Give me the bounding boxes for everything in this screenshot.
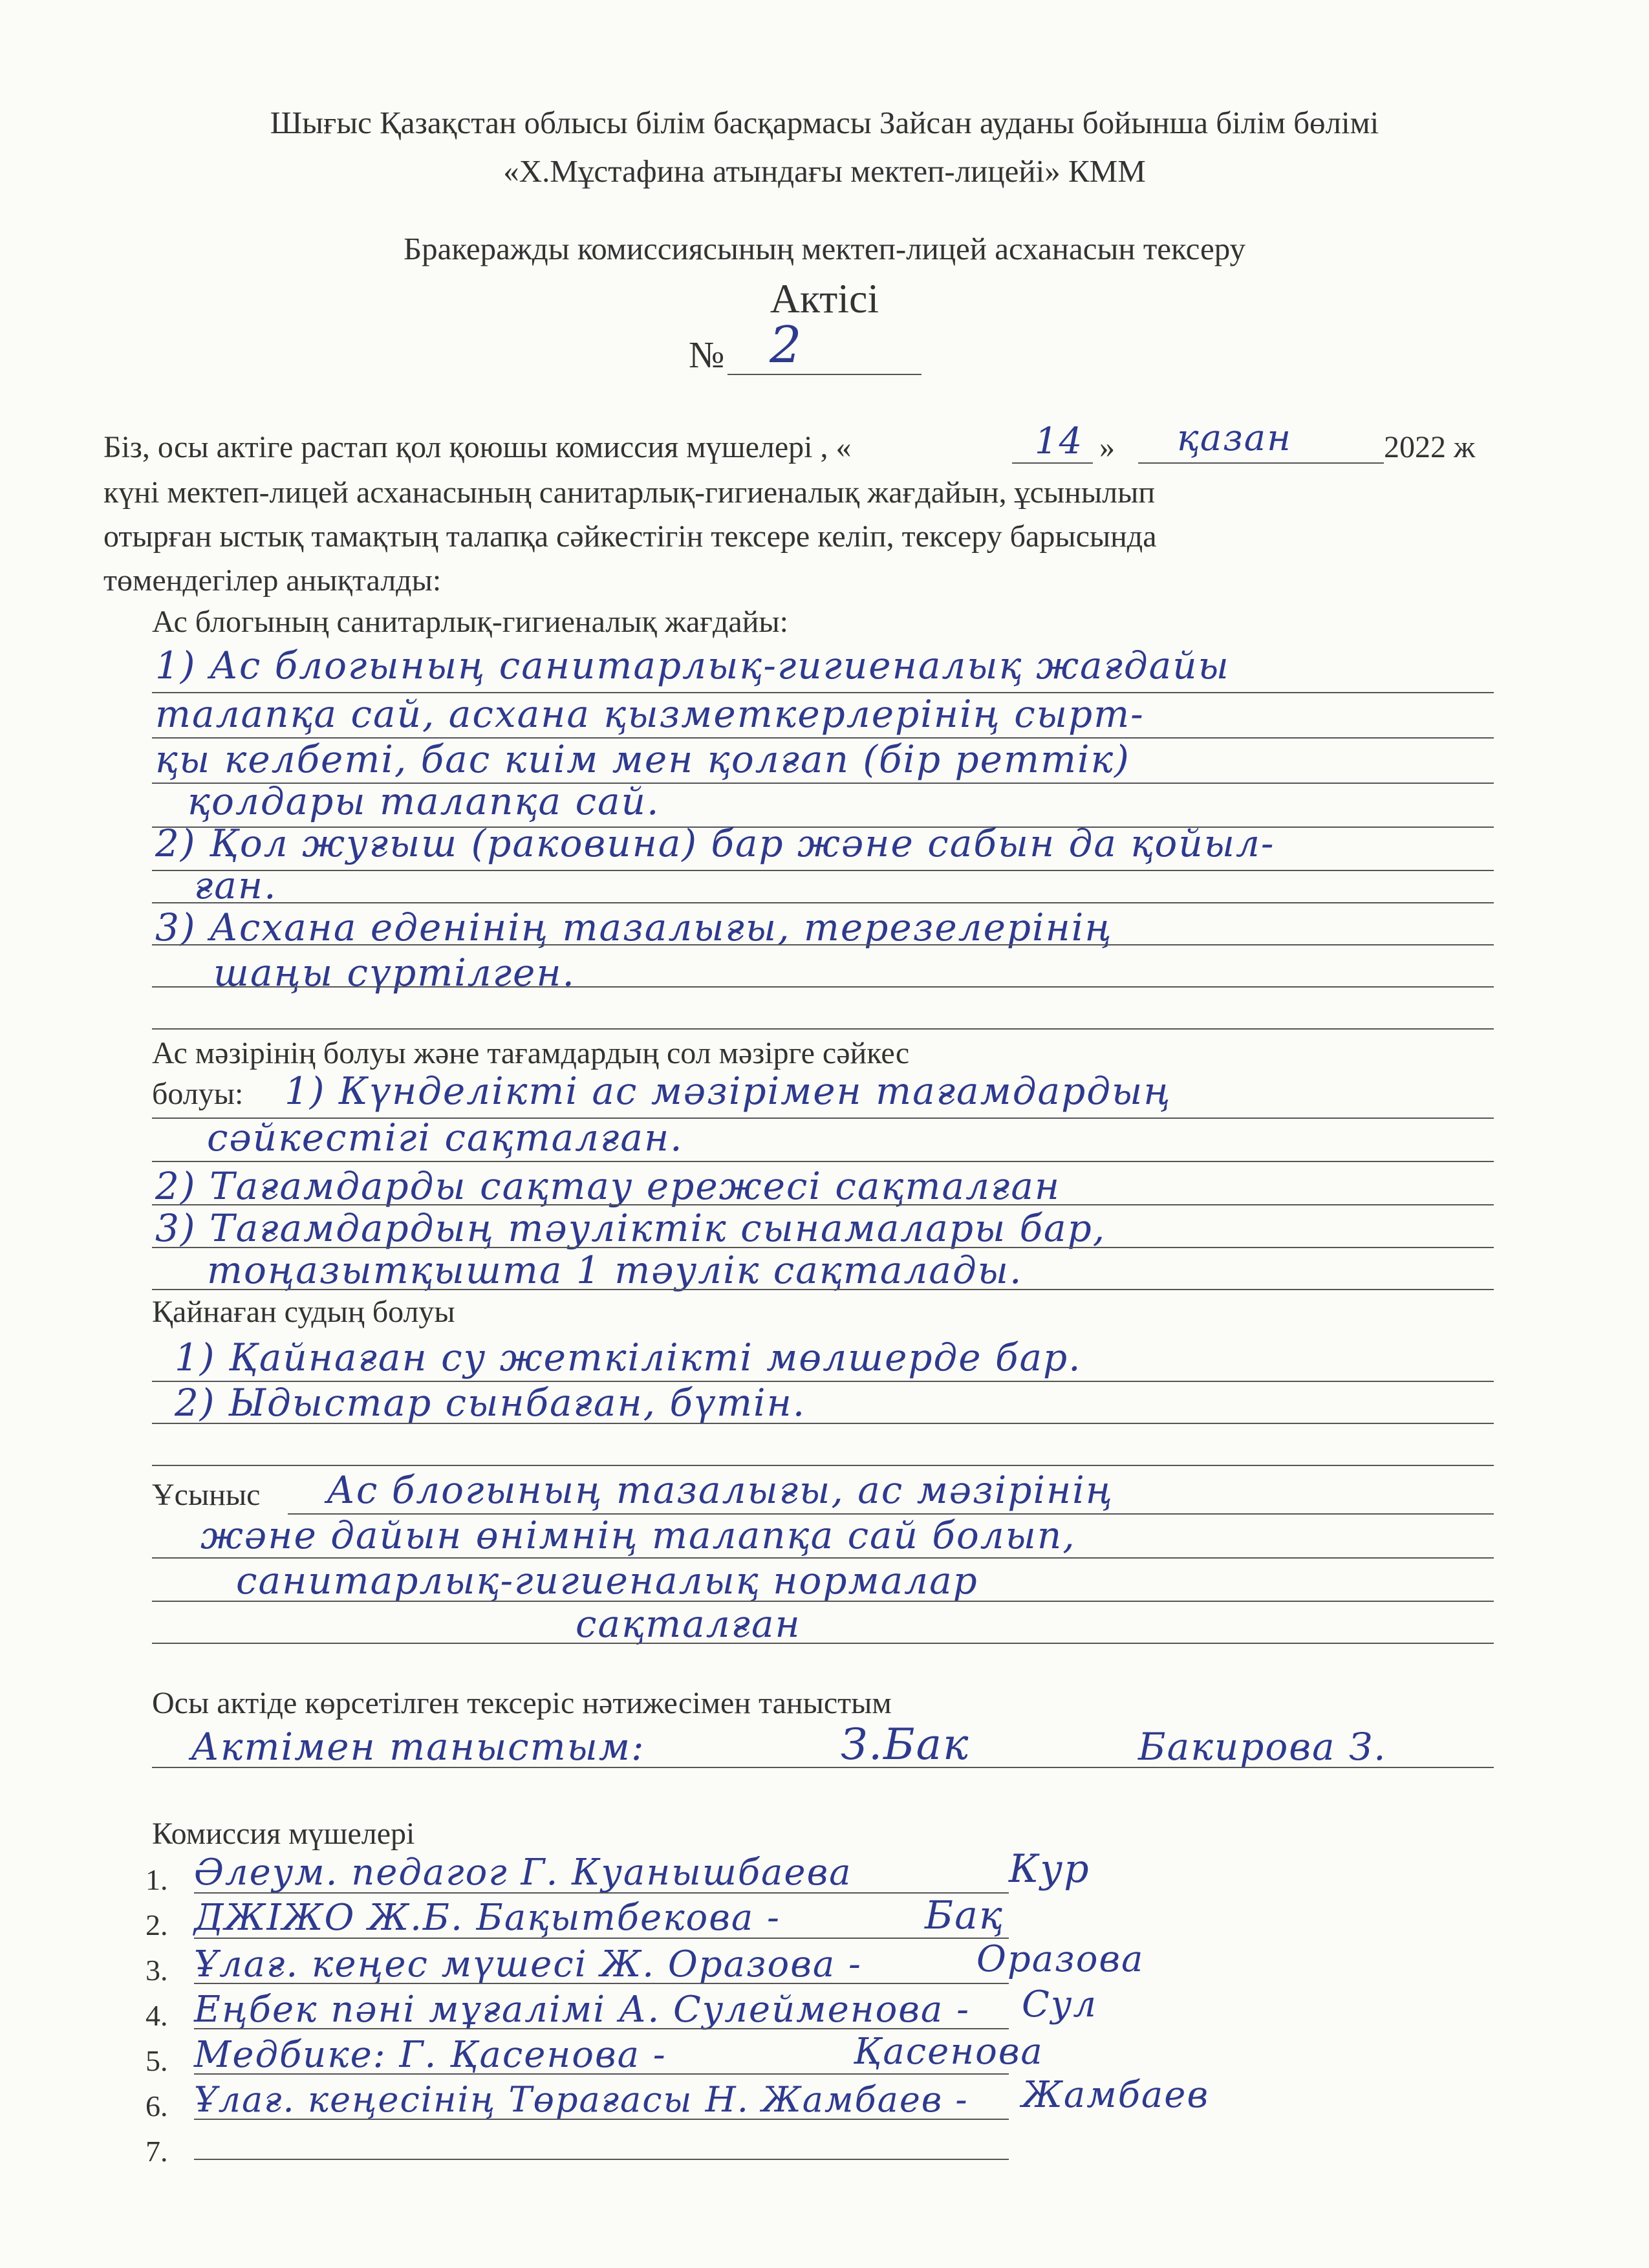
section1-line-1: 1) Ас блогының санитарлық-гигиеналық жағдайы [155, 643, 1230, 687]
member-5-text: Медбике: Г. Қасенова - [194, 2034, 667, 2076]
section1-label: Ас блогының санитарлық-гигиеналық жағдайы: [152, 605, 788, 639]
section2-line-4: 3) Тағамдардың тәуліктік сынамалары бар, [155, 1206, 1106, 1250]
section1-line-2: талапқа сай, асхана қызметкерлерінің сырт- [155, 692, 1145, 736]
section4-line-2: және дайын өнімнің талапқа сай болып, [200, 1513, 1076, 1557]
section4-line-4: сақталған [576, 1602, 801, 1646]
section1-line-8: шаңы сүртілген. [213, 951, 576, 995]
member-2-signature: Бақ [925, 1893, 1004, 1938]
member-3-num: 3. [146, 1954, 168, 1987]
acquaint-name: Бакирова З. [1138, 1725, 1387, 1769]
section1-line-7: 3) Асхана еденінің тазалығы, терезелерінің [155, 905, 1113, 949]
member-5-signature: Қасенова [854, 2031, 1044, 2073]
commission-label: Комиссия мүшелері [152, 1817, 415, 1851]
section3-label: Қайнаған судың болуы [152, 1295, 455, 1329]
member-4-num: 4. [146, 1999, 168, 2032]
member-1-signature: Кур [1009, 1846, 1090, 1892]
intro-part-1: Біз, осы актіге растап қол қоюшы комиссия мүшелері , « [103, 430, 852, 464]
section2-line-1: 1) Күнделікті ас мәзірімен тағамдардың [285, 1069, 1172, 1113]
acquaint-label: Осы актіде көрсетілген тексеріс нәтижесімен таныстым [152, 1686, 892, 1720]
intro-year: 2022 ж [1384, 430, 1476, 464]
member-4-text: Еңбек пәні мұғалімі А. Сулейменова - [194, 1989, 971, 2031]
member-3-signature: Оразова [976, 1938, 1145, 1980]
acquaint-line: Актімен таныстым: [191, 1725, 645, 1769]
intro-month: қазан [1177, 417, 1293, 459]
member-1-text: Әлеум. педагог Г. Куанышбаева [194, 1852, 852, 1894]
intro-line-3: отырған ыстық тамақтың талапқа сәйкестігін тексере келіп, тексеру барысында [103, 519, 1157, 554]
member-2-num: 2. [146, 1908, 168, 1941]
member-6-signature: Жамбаев [1022, 2074, 1210, 2116]
intro-day: 14 [1035, 420, 1084, 462]
acquaint-signature: З.Бак [841, 1720, 970, 1769]
intro-part-2: » [1099, 430, 1115, 464]
member-1-num: 1. [146, 1863, 168, 1896]
section4-line-1: Ас блогының тазалығы, ас мәзірінің [327, 1468, 1114, 1512]
member-6-text: Ұлағ. кеңесінің Төрағасы Н. Жамбаев - [194, 2079, 969, 2120]
member-3-text: Ұлағ. кеңес мүшесі Ж. Оразова - [194, 1943, 862, 1985]
document-title: Актісі [770, 275, 879, 321]
section1-line-5: 2) Қол жуғыш (раковина) бар және сабын да қойыл- [155, 821, 1275, 865]
section4-label: Ұсыныс [152, 1478, 261, 1512]
intro-line-4: төмендегілер анықталды: [103, 563, 442, 598]
section2-label-2: болуы: [152, 1077, 244, 1111]
member-6-num: 6. [146, 2090, 168, 2122]
member-7-num: 7. [146, 2135, 168, 2168]
header-line-3: Бракеражды комиссиясының мектеп-лицей асханасын тексеру [403, 231, 1246, 266]
member-2-text: ДЖІЖО Ж.Б. Бақытбекова - [194, 1897, 781, 1939]
section2-line-3: 2) Тағамдарды сақтау ережесі сақталған [155, 1164, 1061, 1208]
section4-line-3: санитарлық-гигиеналық нормалар [236, 1559, 978, 1603]
number-label: № [689, 334, 725, 376]
section3-line-1: 1) Қайнаған су жеткілікті мөлшерде бар. [175, 1335, 1082, 1379]
header-line-2: «Х.Мұстафина атындағы мектеп-лицейі» КММ [503, 153, 1146, 189]
section3-line-2: 2) Ыдыстар сынбаған, бүтін. [175, 1381, 806, 1425]
number-value: 2 [770, 316, 803, 374]
section1-line-6: ған. [194, 863, 277, 907]
header-line-1: Шығыс Қазақстан облысы білім басқармасы Зайсан ауданы бойынша білім бөлімі [270, 105, 1379, 140]
section1-line-4: қолдары талапқа сай. [188, 779, 660, 823]
section1-line-3: қы келбеті, бас киім мен қолғап (бір реттік) [155, 737, 1130, 781]
member-5-num: 5. [146, 2044, 168, 2077]
intro-line-2: күні мектеп-лицей асханасының санитарлық-гигиеналық жағдайын, ұсынылып [103, 475, 1155, 510]
section2-line-2: сәйкестігі сақталған. [207, 1116, 684, 1160]
section2-line-5: тоңазытқышта 1 тәулік сақталады. [207, 1248, 1023, 1292]
section2-label-1: Ас мәзірінің болуы және тағамдардың сол мәзірге сәйкес [152, 1036, 910, 1070]
member-4-signature: Сул [1022, 1983, 1097, 2025]
